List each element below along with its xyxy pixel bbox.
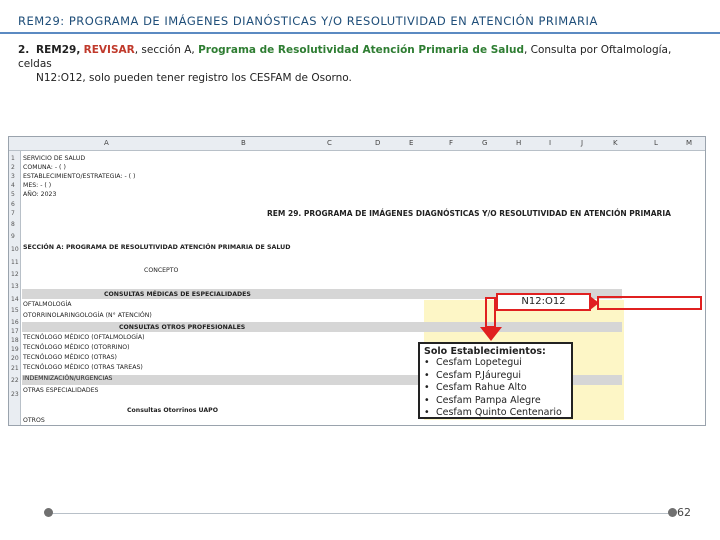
row-number: 18 xyxy=(11,337,19,344)
bullet-icon: • xyxy=(424,394,430,406)
sheet-row-label: TECNÓLOGO MÉDICO (OFTALMOLOGÍA) xyxy=(23,334,145,341)
row-number: 10 xyxy=(11,246,19,253)
sheet-row-label: TECNÓLOGO MÉDICO (OTRAS) xyxy=(23,354,117,361)
sheet-row-label: CONSULTAS OTROS PROFESIONALES xyxy=(119,324,246,331)
sheet-row-label: OTRAS ESPECIALIDADES xyxy=(23,387,99,394)
row-number: 4 xyxy=(11,182,15,189)
bullet-icon: • xyxy=(424,382,430,393)
sheet-row-label: INDEMNIZACIÓN/URGENCIAS xyxy=(23,375,113,382)
column-header-d: D xyxy=(375,139,381,147)
establishments-callout xyxy=(418,342,573,419)
sheet-meta-line: AÑO: 2023 xyxy=(23,191,57,198)
column-header-b: B xyxy=(241,139,246,147)
establishment-item xyxy=(424,370,567,383)
bullet-icon: • xyxy=(424,357,430,368)
sheet-meta-line: ESTABLECIMIENTO/ESTRATEGIA: - ( ) xyxy=(23,173,136,180)
column-header-h: H xyxy=(516,139,522,147)
row-number: 19 xyxy=(11,346,19,353)
row-number: 13 xyxy=(11,283,19,290)
row-number: 15 xyxy=(11,307,19,314)
establishments-list xyxy=(424,357,567,420)
column-header-g: G xyxy=(482,139,488,147)
row-number: 5 xyxy=(11,191,15,198)
row-number: 3 xyxy=(11,173,15,180)
instruction-seccion: , sección A, xyxy=(134,44,199,56)
bullet-icon: • xyxy=(424,369,430,381)
instruction-line2: N12:O12, solo pueden tener registro los CESFAM de Osorno. xyxy=(36,72,352,84)
row-numbers xyxy=(9,151,21,425)
row-number: 17 xyxy=(11,328,19,335)
row-number: 22 xyxy=(11,377,19,384)
instruction-number: 2. xyxy=(18,44,30,56)
sheet-row-label: OTORRINOLARINGOLOGÍA (N° ATENCIÓN) xyxy=(23,312,152,319)
row-number: 16 xyxy=(11,319,19,326)
cell-ref-callout: N12:O12 xyxy=(496,293,591,311)
column-header-a: A xyxy=(104,139,109,147)
instruction-rest: , Consulta por Oftalmología, celdas xyxy=(18,44,672,70)
arrow-down-head xyxy=(480,327,502,341)
establishment-name: Cesfam Pampa Alegre xyxy=(436,394,541,406)
column-header-l: L xyxy=(654,139,658,147)
sheet-row-label: OFTALMOLOGÍA xyxy=(23,301,72,308)
column-header-e: E xyxy=(409,139,414,147)
establishment-name: Cesfam Lopetegui xyxy=(436,357,522,368)
instruction-programa: Programa de Resolutividad Atención Primaria de Salud xyxy=(198,44,524,56)
row-number: 21 xyxy=(11,365,19,372)
row-number: 20 xyxy=(11,355,19,362)
target-cells-highlight xyxy=(597,296,702,310)
spreadsheet-screenshot xyxy=(8,136,706,426)
establishment-item xyxy=(424,395,567,408)
row-number: 12 xyxy=(11,271,19,278)
row-number: 8 xyxy=(11,221,15,228)
concepto-header: CONCEPTO xyxy=(144,267,179,274)
establishment-item xyxy=(424,407,567,420)
consultas-header: CONSULTAS MÉDICAS DE ESPECIALIDADES xyxy=(104,291,251,298)
sheet-row-label: Consultas Otorrinos UAPO xyxy=(127,407,218,414)
section-a-title: SECCIÓN A: PROGRAMA DE RESOLUTIVIDAD ATENCIÓN PRIMARIA DE SALUD xyxy=(23,244,291,251)
footer-divider xyxy=(48,513,672,514)
column-header-k: K xyxy=(613,139,618,147)
page-number: 62 xyxy=(677,506,691,519)
establishment-item xyxy=(424,357,567,370)
row-number: 11 xyxy=(11,259,19,266)
footer-dot-left xyxy=(44,508,53,517)
page-title: REM29: PROGRAMA DE IMÁGENES DIANÓSTICAS Y/O RESOLUTIVIDAD EN ATENCIÓN PRIMARIA xyxy=(18,14,598,28)
instruction-revisar: REVISAR xyxy=(83,44,135,56)
column-header-m: M xyxy=(686,139,693,147)
arrow-down xyxy=(485,297,496,328)
row-number: 7 xyxy=(11,210,15,217)
footer-dot-right xyxy=(668,508,677,517)
sheet-row-label: OTROS xyxy=(23,417,45,424)
row-number: 9 xyxy=(11,233,15,240)
sheet-meta-line: MES: - ( ) xyxy=(23,182,52,189)
instruction-text xyxy=(18,43,708,85)
row-number: 14 xyxy=(11,296,19,303)
column-header-j: J xyxy=(581,139,584,147)
row-number: 1 xyxy=(11,155,15,162)
sheet-row-label: TECNÓLOGO MÉDICO (OTRAS TAREAS) xyxy=(23,364,143,371)
sheet-meta-line: COMUNA: - ( ) xyxy=(23,164,66,171)
sheet-title: REM 29. PROGRAMA DE IMÁGENES DIAGNÓSTICAS Y/O RESOLUTIVIDAD EN ATENCIÓN PRIMARIA xyxy=(267,209,671,218)
grey-header-row xyxy=(22,322,622,332)
row-number: 23 xyxy=(11,391,19,398)
establishment-name: Cesfam P.Jáuregui xyxy=(436,369,522,381)
bullet-icon: • xyxy=(424,407,430,418)
sheet-meta-line: SERVICIO DE SALUD xyxy=(23,155,86,162)
column-headers xyxy=(9,137,705,151)
establishment-name: Cesfam Rahue Alto xyxy=(436,382,527,393)
header-divider xyxy=(0,32,720,34)
row-number: 2 xyxy=(11,164,15,171)
row-number: 6 xyxy=(11,201,15,208)
sheet-row-label: TECNÓLOGO MÉDICO (OTORRINO) xyxy=(23,344,130,351)
column-header-f: F xyxy=(449,139,454,147)
establishment-name: Cesfam Quinto Centenario xyxy=(436,407,562,418)
instruction-rem: REM29, xyxy=(36,44,81,56)
establishments-title: Solo Establecimientos: xyxy=(424,346,546,357)
establishment-item xyxy=(424,382,567,395)
column-header-c: C xyxy=(327,139,332,147)
column-header-i: I xyxy=(549,139,552,147)
